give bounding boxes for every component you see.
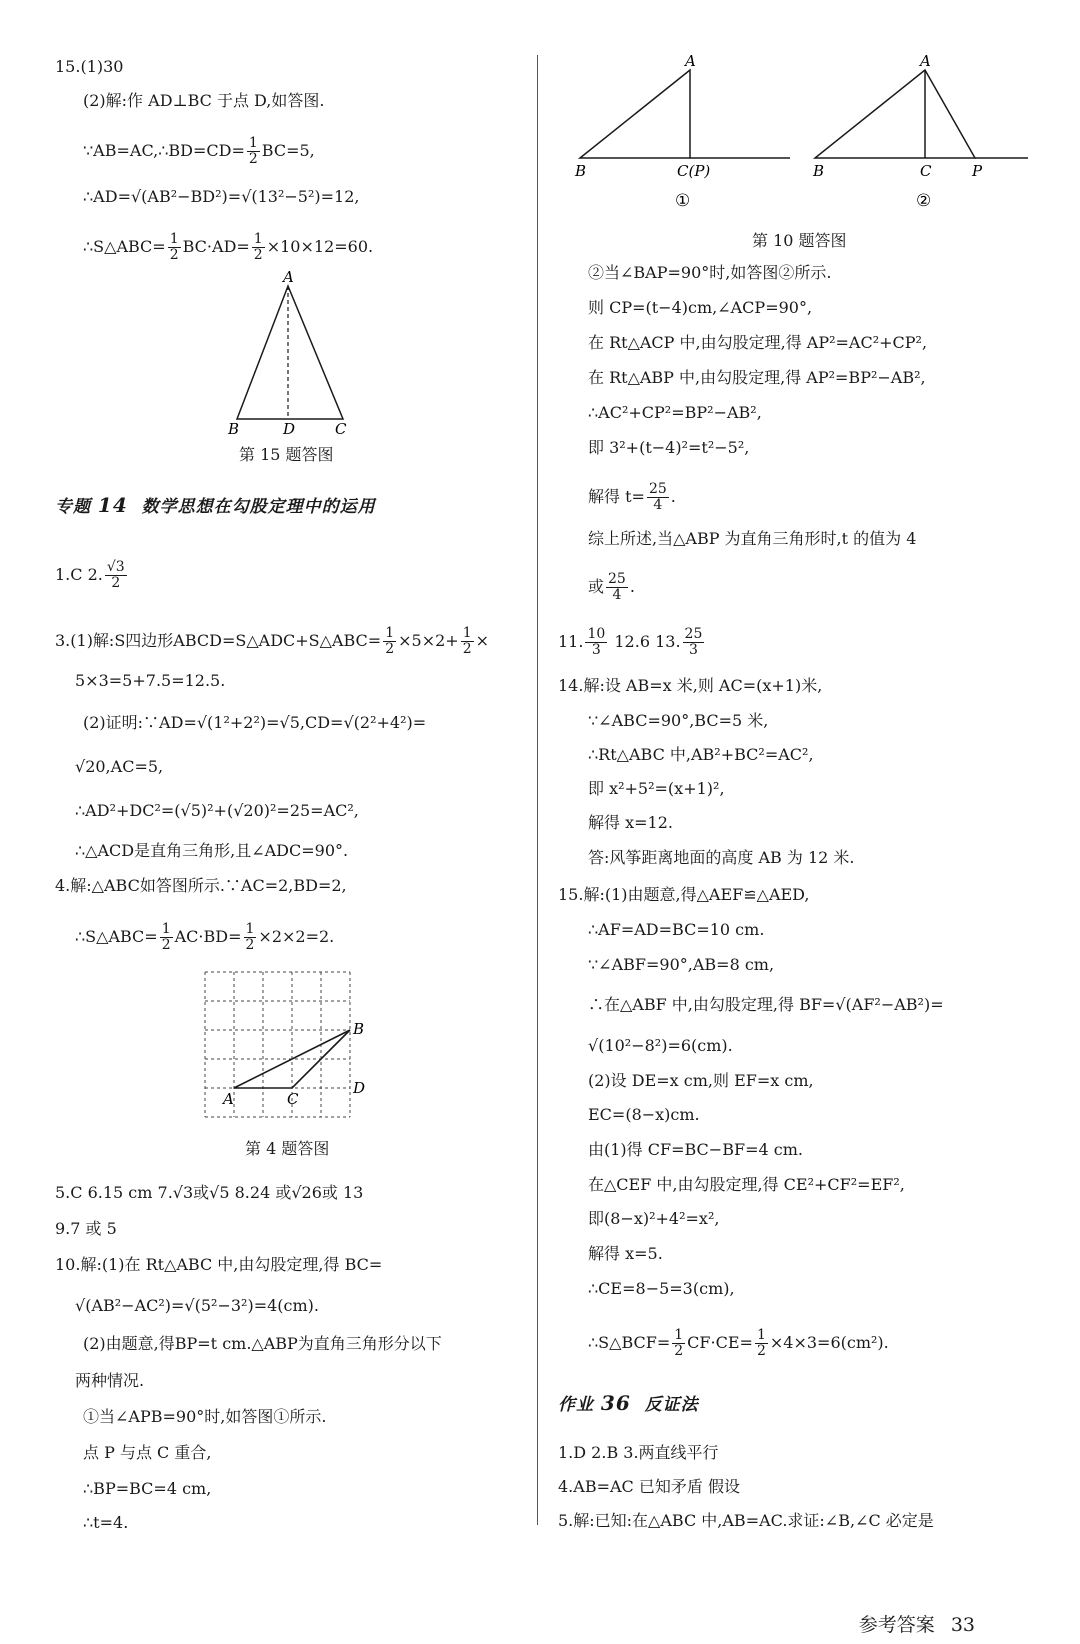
- diagram-number-2: ②: [916, 191, 932, 211]
- q15-line12: ∴CE=8−5=3(cm),: [588, 1279, 735, 1298]
- q15-step3: ∴S△ABC= $\frac{1}{2}$ BC·AD= $\frac{1}{2}$ ×10×12=60.: [83, 231, 374, 263]
- page-number: 33: [950, 1614, 975, 1636]
- q15-step2: ∴AD=√(AB²−BD²)=√(13²−5²)=12,: [83, 187, 360, 206]
- r-line5: ∴AC²+CP²=BP²−AB²,: [588, 403, 762, 422]
- diagram-number-1: ①: [675, 191, 691, 211]
- label-b: B: [575, 162, 587, 180]
- hw-answers-1-3: 1.D 2.B 3.两直线平行: [558, 1443, 719, 1462]
- label-b: B: [353, 1020, 365, 1038]
- homework-36-heading: 作业 36 反证法: [558, 1391, 699, 1415]
- q10-line8: ∴t=4.: [83, 1513, 129, 1532]
- label-c-p: C(P): [677, 162, 711, 180]
- q15-line1: 15.解:(1)由题意,得△AEF≌△AED,: [558, 885, 810, 904]
- q10-line1: 10.解:(1)在 Rt△ABC 中,由勾股定理,得 BC=: [55, 1255, 383, 1274]
- q15-part2: (2)解:作 AD⊥BC 于点 D,如答图.: [83, 91, 325, 110]
- q14-line5: 解得 x=12.: [588, 813, 673, 832]
- q10-line3: (2)由题意,得BP=t cm.△ABP为直角三角形分以下: [83, 1334, 442, 1353]
- q15-line9: 在△CEF 中,由勾股定理,得 CE²+CF²=EF²,: [588, 1175, 905, 1194]
- r-line4: 在 Rt△ABP 中,由勾股定理,得 AP²=BP²−AB²,: [588, 368, 926, 387]
- answers-1-2: 1.C 2. $\frac{√3}{2}$: [55, 559, 125, 591]
- label-p: P: [972, 162, 983, 180]
- q3-part1-cont: 5×3=5+7.5=12.5.: [75, 671, 226, 690]
- q15-line7: EC=(8−x)cm.: [588, 1105, 700, 1124]
- q15-line11: 解得 x=5.: [588, 1244, 663, 1263]
- answers-11-13: 11. $\frac{10}{3}$ 12.6 13. $\frac{25}{3}$: [558, 626, 703, 658]
- r-line9: 或 $\frac{25}{4}$ .: [588, 571, 635, 603]
- answers-5-8: 5.C 6.15 cm 7.√3或√5 8.24 或√26或 13: [55, 1183, 364, 1202]
- q15-line3: ∵∠ABF=90°,AB=8 cm,: [588, 955, 775, 974]
- column-divider: [537, 55, 538, 1525]
- q10-line7: ∴BP=BC=4 cm,: [83, 1479, 212, 1498]
- figure-15-caption: 第 15 题答图: [239, 445, 334, 464]
- figure-10-diagram-1: [575, 52, 795, 211]
- q14-answer: 答:风筝距离地面的高度 AB 为 12 米.: [588, 848, 855, 867]
- q3-part1: 3.(1)解:S四边形ABCD=S△ADC+S△ABC= $\frac{1}{2}$ ×5×2+ $\frac{1}{2}$ ×: [55, 625, 490, 657]
- q15-step1: ∵AB=AC,∴BD=CD= $\frac{1}{2}$ BC=5,: [83, 135, 315, 167]
- figure-10-caption: 第 10 题答图: [752, 231, 847, 250]
- label-b: B: [228, 420, 240, 438]
- figure-10-diagram-2: [810, 52, 1035, 211]
- label-a: A: [283, 268, 294, 286]
- q15-line13: ∴S△BCF= $\frac{1}{2}$ CF·CE= $\frac{1}{2}$ ×4×3=6(cm²).: [588, 1327, 889, 1359]
- q3-part2: (2)证明:∵AD=√(1²+2²)=√5,CD=√(2²+4²)=: [83, 713, 427, 732]
- fraction: $\frac{1}{2}$: [248, 135, 258, 167]
- label-b: B: [813, 162, 825, 180]
- label-a: A: [685, 52, 696, 70]
- q15-line4: ∴在△ABF 中,由勾股定理,得 BF=√(AF²−AB²)=: [588, 995, 944, 1014]
- q4-line1: 4.解:△ABC如答图所示.∵AC=2,BD=2,: [55, 876, 347, 895]
- answer-9: 9.7 或 5: [55, 1219, 117, 1238]
- q15-line2: ∴AF=AD=BC=10 cm.: [588, 920, 765, 939]
- q15-line8: 由(1)得 CF=BC−BF=4 cm.: [588, 1140, 803, 1159]
- q10-line6: 点 P 与点 C 重合,: [83, 1443, 212, 1462]
- r-line8: 综上所述,当△ABP 为直角三角形时,t 的值为 4: [588, 529, 917, 548]
- label-a: A: [223, 1090, 234, 1108]
- figure-4-grid: [205, 972, 366, 1122]
- q15-line10: 即(8−x)²+4²=x²,: [588, 1209, 720, 1228]
- q14-line2: ∵∠ABC=90°,BC=5 米,: [588, 711, 769, 730]
- q3-part2-cont: √20,AC=5,: [75, 757, 164, 776]
- label-c: C: [287, 1090, 299, 1108]
- q3-conclusion: ∴△ACD是直角三角形,且∠ADC=90°.: [75, 841, 349, 860]
- q4-line2: ∴S△ABC= $\frac{1}{2}$ AC·BD= $\frac{1}{2}$ ×2×2=2.: [75, 921, 335, 953]
- q14-line1: 14.解:设 AB=x 米,则 AC=(x+1)米,: [558, 676, 823, 695]
- q3-step: ∴AD²+DC²=(√5)²+(√20)²=25=AC²,: [75, 801, 359, 820]
- q15-line6: (2)设 DE=x cm,则 EF=x cm,: [588, 1071, 814, 1090]
- label-d: D: [283, 420, 296, 438]
- r-line3: 在 Rt△ACP 中,由勾股定理,得 AP²=AC²+CP²,: [588, 333, 928, 352]
- q15-line5: √(10²−8²)=6(cm).: [588, 1036, 733, 1055]
- r-line2: 则 CP=(t−4)cm,∠ACP=90°,: [588, 298, 813, 317]
- footer-label: 参考答案: [858, 1614, 935, 1636]
- figure-15-triangle: [225, 268, 355, 438]
- hw-answer-5: 5.解:已知:在△ABC 中,AB=AC.求证:∠B,∠C 必定是: [558, 1511, 934, 1530]
- q10-line5: ①当∠APB=90°时,如答图①所示.: [83, 1407, 327, 1426]
- topic-14-heading: 专题 14 数学思想在勾股定理中的运用: [55, 493, 376, 517]
- label-c: C: [920, 162, 932, 180]
- q10-line2: √(AB²−AC²)=√(5²−3²)=4(cm).: [75, 1296, 319, 1315]
- r-line6: 即 3²+(t−4)²=t²−5²,: [588, 438, 750, 457]
- label-c: C: [335, 420, 347, 438]
- q14-line4: 即 x²+5²=(x+1)²,: [588, 779, 725, 798]
- label-a: A: [920, 52, 931, 70]
- q14-line3: ∴Rt△ABC 中,AB²+BC²=AC²,: [588, 745, 814, 764]
- figure-4-caption: 第 4 题答图: [245, 1139, 330, 1158]
- r-line1: ②当∠BAP=90°时,如答图②所示.: [588, 263, 832, 282]
- label-d: D: [353, 1079, 366, 1097]
- hw-answer-4: 4.AB=AC 已知矛盾 假设: [558, 1477, 740, 1496]
- r-line7: 解得 t= $\frac{25}{4}$ .: [588, 481, 676, 513]
- q15-part1: 15.(1)30: [55, 57, 124, 76]
- q10-line4: 两种情况.: [75, 1371, 145, 1390]
- page-footer: [859, 1610, 975, 1637]
